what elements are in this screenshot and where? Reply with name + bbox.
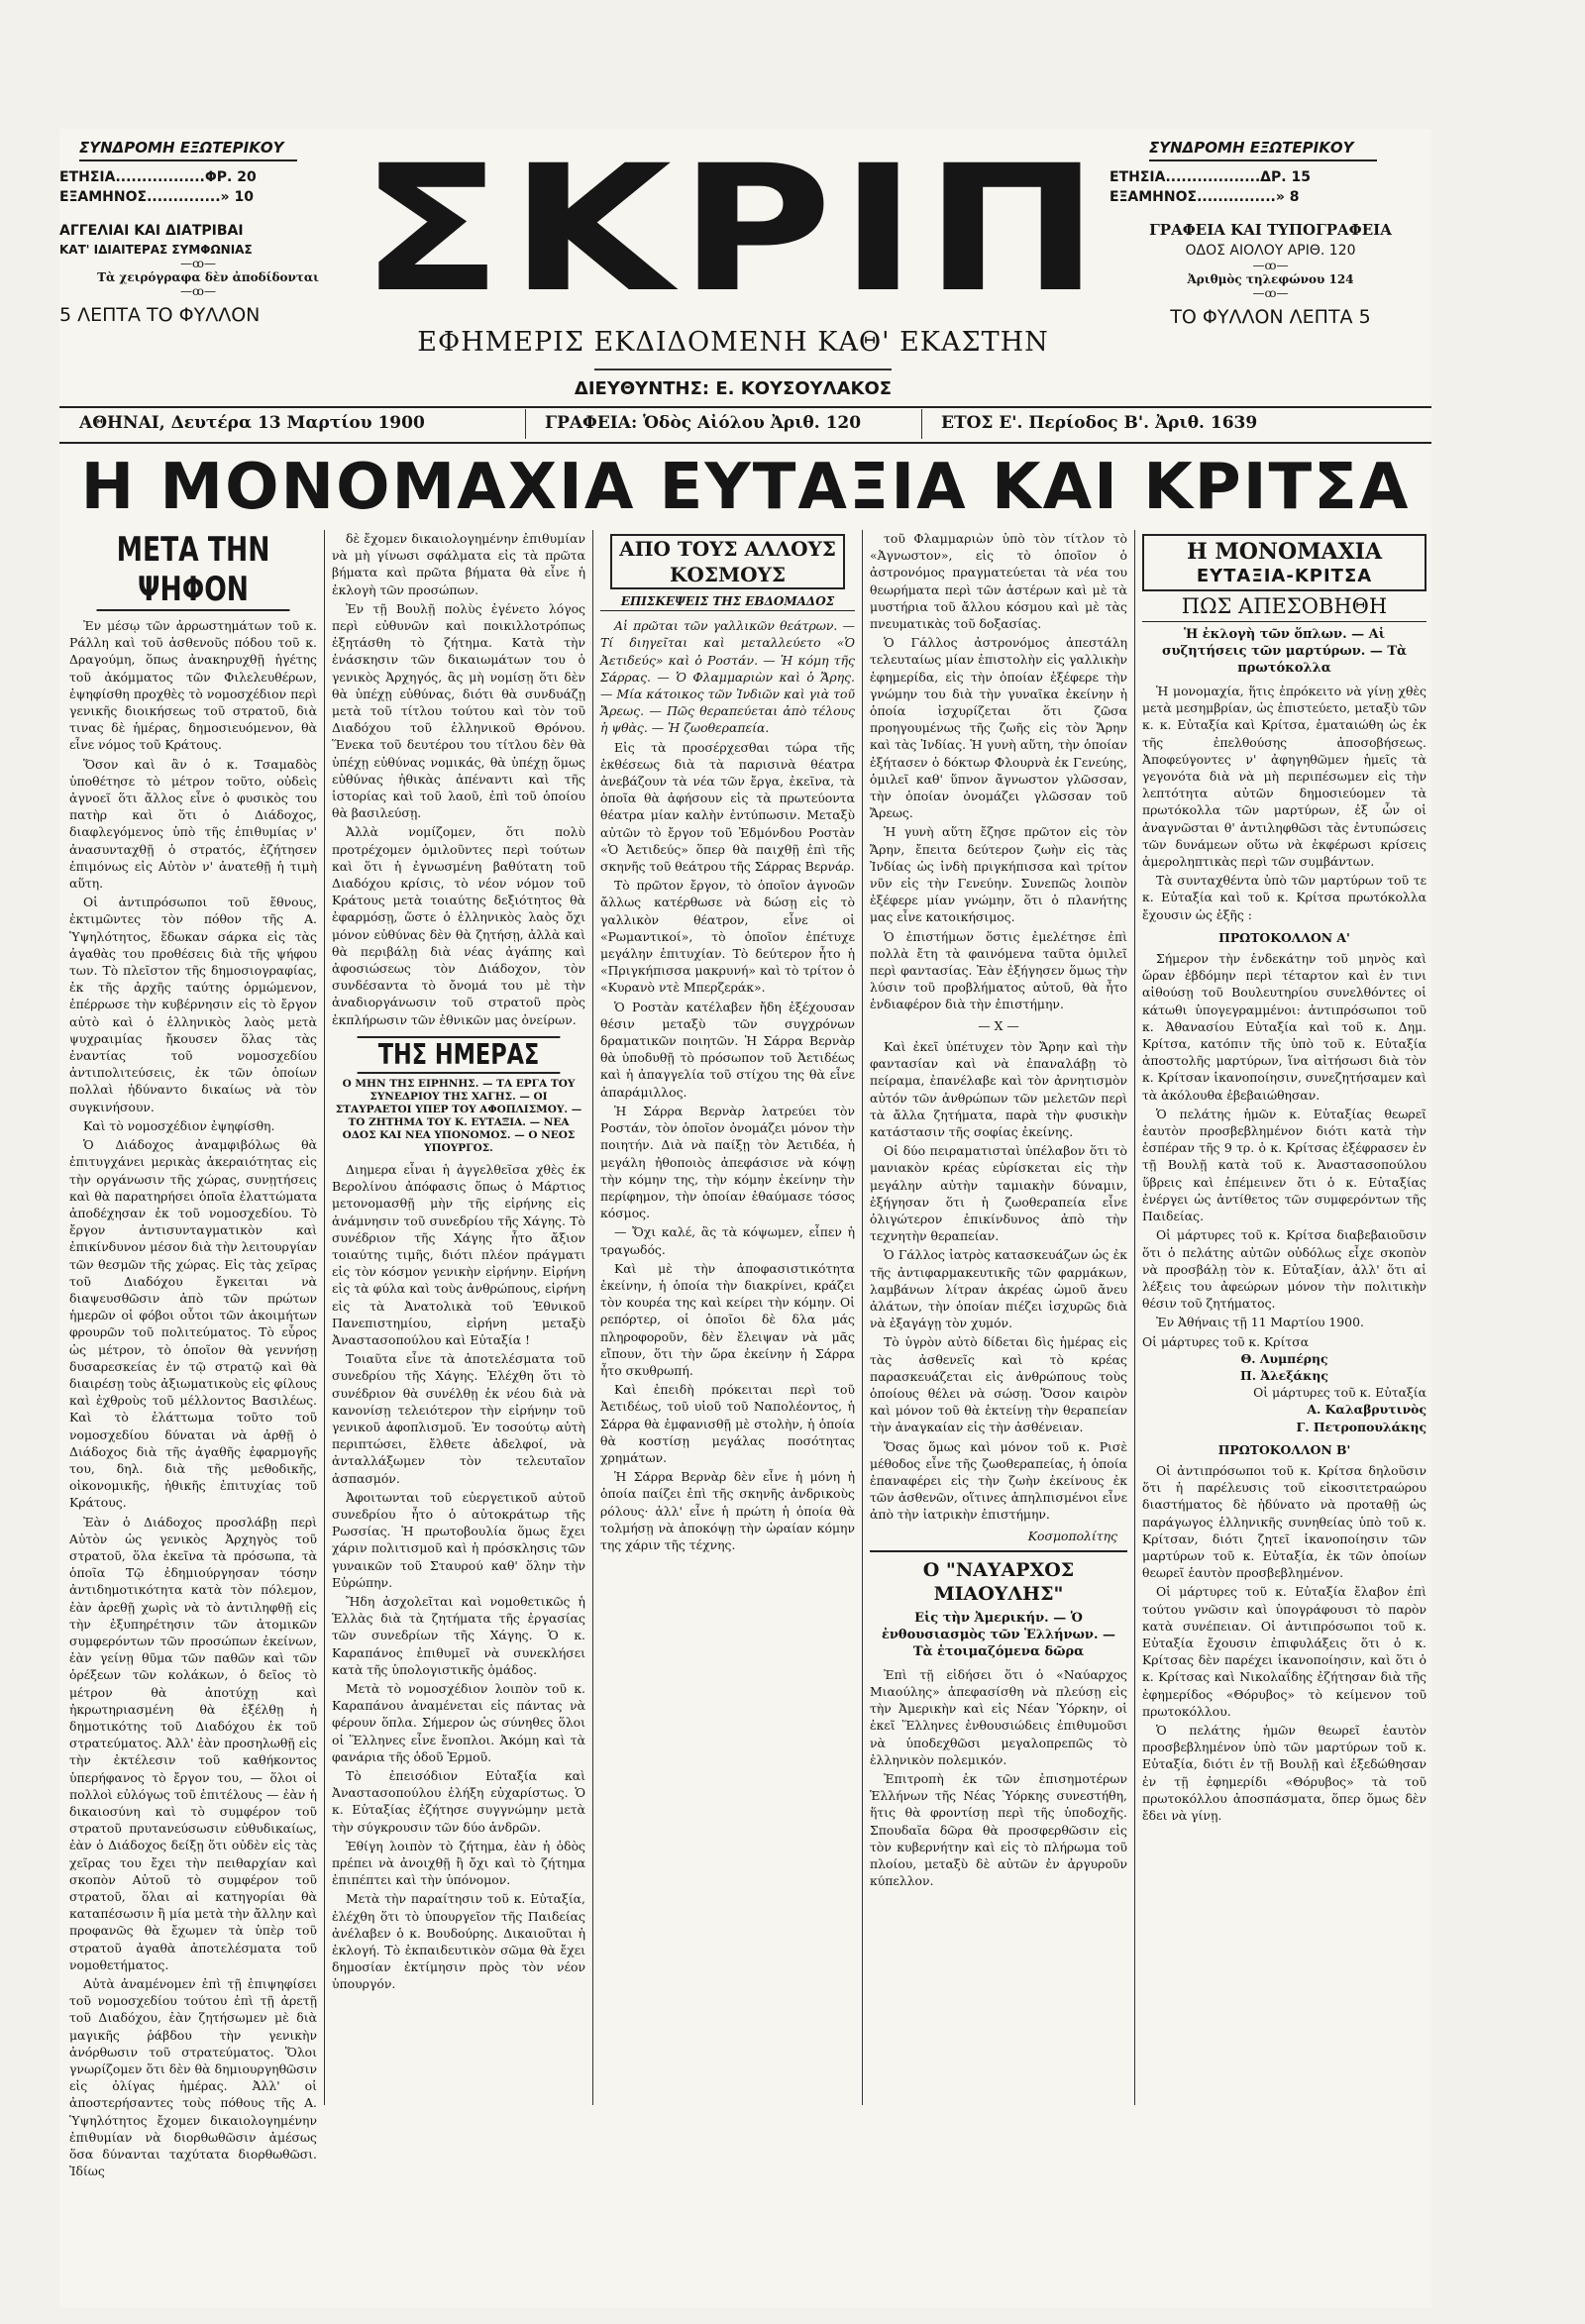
signer-name: Π. Ἀλεξάκης <box>1240 1367 1328 1383</box>
article-paragraph: Μετὰ τὴν παραίτησιν τοῦ κ. Εὐταξία, ἐλέχθη ὅτι τὸ ὑπουργεῖον τῆς Παιδείας ἀνέλαβεν ὁ κ. Βουδούρης. Δικαιοῦται ἡ ἐκλογή. Τὸ ἐκπαιδευτικὸν σῶμα θὰ ἔχει δημοσίαν ἐκτίμησιν πρὸς τὸν νέον ὑπουργόν. <box>332 1891 585 1992</box>
offices-street: ΟΔΟΣ ΑΙΟΛΟΥ ΑΡΙΘ. 120 <box>1185 243 1356 259</box>
article-paragraph: Ὅσον καὶ ἂν ὁ κ. Τσαμαδὸς ὑποθέτησε τὸ μέτρον τοῦτο, οὐδεὶς ἀγνοεῖ ὅτι ἄλλος εἶνε ὁ φυσικὸς του πατὴρ καὶ ὅτι ὁ Διάδοχος, διαφλεγόμενος ὑπὸ τῆς ἐπιθυμίας ν' ἀνασυνταχθῇ ὁ στρατός, ἐζήτησεν ἐπιμόνως εἰς Αὐτὸν ν' ἀνατεθῇ ἡ τιμὴ αὕτη. <box>69 756 317 892</box>
column-1 <box>69 530 317 2179</box>
column-3-heading: ΑΠΟ ΤΟΥΣ ΑΛΛΟΥΣ ΚΟΣΜΟΥΣ <box>619 537 836 586</box>
article-paragraph: Ἐν μέσῳ τῶν ἀρρωστημάτων τοῦ κ. Ράλλη καὶ τοῦ ἀσθενοῦς πόδου τοῦ κ. Δραγούμη, ὅπως ἀνακηρυχθῇ ἡγέτης τοῦ ἀκόμματος τῶν Φιλελευθέρων, ἐψηφίσθη προχθὲς τὸ νομοσχέδιον περὶ γενικῆς διοικήσεως τοῦ στρατοῦ, διὰ τινας δὲ ἡμέρας, δημοσιευόμενον, θὰ εἶνε νόμος τοῦ Κράτους. <box>69 618 317 753</box>
article-paragraph: Αἱ πρῶται τῶν γαλλικῶν θεάτρων. — Τί διηγεῖται καὶ μεταλλεύετο «Ὁ Ἀετιδεύς» καὶ ὁ Ροστάν. — Ἡ κόμη τῆς Σάρρας. — Ὁ Φλαμμαριὼν καὶ ὁ Ἄρης. — Μία κάτοικος τῶν Ἰνδιῶν καὶ γιὰ τοῦ Ἄρεως. — Πῶς θεραπεύεται ἀπὸ τέλους ἡ ψθὰς. — Ἡ ζωοθεραπεία. <box>600 618 855 736</box>
dateline-bar <box>59 409 1431 439</box>
article-paragraph: Ὅσας ὅμως καὶ μόνον τοῦ κ. Ρισὲ μέθοδος εἶνε τῆς ζωοθεραπείας, ἡ ὁποία ἐπαναφέρει εἰς τὴν ζωὴν ἐκείνους ἐκ τῶν ἀσθενῶν, οἵτινες ἀπηλπισμένοι εἶνε ἀπὸ τὴν ἰατρικὴν ἐπιστήμην. <box>870 1438 1127 1523</box>
article-paragraph: Εἰς τὰ προσέρχεσθαι τώρα τῆς ἐκθέσεως διὰ τὰ παρισινὰ θέατρα ἀνεβάζουν τὰ νέα τῶν ἔργα, ἐκεῖνα, τὰ ὁποῖα θὰ ἀφήσουν εἰς τὰ πρωτεύοντα θέατρα μίαν καλὴν ἐντύπωσιν. Μεταξὺ αὐτῶν τὸ ἔργον τοῦ Ἐδμόνδου Ροστὰν «Ὁ Ἀετιδεύς» ὅπερ θὰ παιχθῇ ἐπὶ τῆς σκηνῆς τοῦ θεάτρου τῆς Σάρρας Βερνάρ. <box>600 739 855 875</box>
article-paragraph: Τὰ συνταχθέντα ὑπὸ τῶν μαρτύρων τοῦ τε κ. Εὐταξία καὶ τοῦ κ. Κρίτσα πρωτόκολλα ἔχουσιν ὡς ἑξῆς : <box>1142 873 1426 922</box>
article-paragraph: Οἱ μάρτυρες τοῦ κ. Κρίτσα διαβεβαιοῦσιν ὅτι ὁ πελάτης αὐτῶν οὐδόλως εἶχε σκοπὸν νὰ προσβάλῃ τὸν κ. Εὐταξίαν, ἀλλ' ὅτι αἱ λέξεις του ἀφεώρων μόνον τὴν πολιτικὴν θέσιν τοῦ ζητήματος. <box>1142 1227 1426 1312</box>
column-5 <box>1142 530 1426 2105</box>
signers-label-2: Οἱ μάρτυρες τοῦ κ. Εὐταξία <box>1253 1385 1426 1401</box>
ads-terms: ΚΑΤ' ΙΔΙΑΙΤΕΡΑΣ ΣΥΜΦΩΝΙΑΣ <box>59 243 253 257</box>
dateline-top-rule <box>59 406 1431 408</box>
masthead-subtitle: ΕΦΗΜΕΡΙΣ ΕΚΔΙΔΟΜΕΝΗ ΚΑΘ' ΕΚΑΣΤΗΝ <box>417 327 1049 358</box>
signer-name: Α. Καλαβρυτινὸς <box>1307 1402 1426 1418</box>
dateline-date: ΑΘΗΝΑΙ, Δευτέρα 13 Μαρτίου 1900 <box>79 413 425 433</box>
ornament-right-1: —ꝏ— <box>1252 259 1289 272</box>
article-paragraph: Αὐτὰ ἀναμένομεν ἐπὶ τῇ ἐπιψηφίσει τοῦ νομοσχεδίου τούτου ἐπὶ τῇ ἀρετῇ τοῦ Διαδόχου, ἐὰν ζητήσωμεν μὲ διὰ μαγικῆς ῥάβδου τὴν γενικὴν ἀνόρθωσιν τοῦ στρατεύματος. Ὅλοι γνωρίζομεν ὅτι δὲν θὰ δημιουργηθῶσιν εἰς ὀλίγας ἡμέρας. Ἀλλ' οἱ ἀποστερήσαντες τοὺς πόθους τῆς Α. Ὑψηλότητος ἔχομεν δικαιολογημένην ἐπιθυμίαν νὰ διορθωθῶσιν ἀμέσως ὅσα δύνανται ταχύτατα διορθωθῶσι. Ἰδίως <box>69 1976 317 2179</box>
article-paragraph: Τὸ ὑγρὸν αὐτὸ δίδεται δὶς ἡμέρας εἰς τὰς ἀσθενεῖς καὶ τὸ κρέας παρασκευάζεται εἰς ἀνθρώπους τοὺς ὁποίους θέλει νὰ σώσῃ. Ὅσον καιρὸν καὶ μόνον τοῦ θὰ ἐκτείνῃ τὴν θεραπείαν τὴν ἀναγκαίαν εἰς τὴν ἀσθένειαν. <box>870 1334 1127 1435</box>
ads-label: ΑΓΓΕΛΙΑΙ ΚΑΙ ΔΙΑΤΡΙΒΑΙ <box>59 223 244 239</box>
signers-label-1: Οἱ μάρτυρες τοῦ κ. Κρίτσα <box>1142 1333 1310 1349</box>
article-paragraph: Ἐπὶ τῇ εἰδήσει ὅτι ὁ «Ναύαρχος Μιαούλης» ἀπεφασίσθη νὰ πλεύσῃ εἰς τὴν Ἀμερικὴν καὶ εἰς Νέαν Ὑόρκην, οἱ ἐκεῖ Ἕλληνες ἐνθουσιώδεις ἐπιθυμοῦσι νὰ ὑποδεχθῶσι μεγαλοπρεπῶς τὸ ἑλληνικὸν πολεμικόν. <box>870 1666 1127 1767</box>
protocol-1-title: ΠΡΩΤΟΚΟΛΛΟΝ Α' <box>1218 929 1350 945</box>
article-paragraph: Καὶ μὲ τὴν ἀποφασιστικότητα ἐκείνην, ἡ ὁποία τὴν διακρίνει, κράζει τὸν κουρέα της καὶ κείρει τὴν κόμην. Οἱ ρεπόρτερ, οἱ ὁποῖοι δὲ δλα μάς πληροφοροῦν, δὲν ἔλειψαν νὰ μᾶς εἴπουν, ὅτι τὴν ὥρα ἐκείνην ἡ Σάρρα ἦτο σκυθρωπή. <box>600 1260 855 1378</box>
subscription-semi-left: ΕΞΑΜΗΝΟΣ..............» 10 <box>59 189 254 205</box>
ornament-rule <box>594 369 892 370</box>
article-paragraph: Οἱ ἀντιπρόσωποι τοῦ κ. Κρίτσα δηλοῦσιν ὅτι ἡ παρέλευσις τοῦ εἰκοσιτετραώρου διαστήματος δὲ ἠδύνατο νὰ προταθῇ ὡς παράγωγος ἑλληνικῆς συνηθείας ὑπὸ τοῦ κ. Κρίτσαν, διότι ζητεῖ ἱκανοποίησιν τῶν μαρτύρων τοῦ κ. Εὐταξία, ἐκ τῶν ὁποίων θεωρεῖ ἑαυτὸν προσβεβλημένον. <box>1142 1462 1426 1581</box>
column-2-heading: ΤΗΣ ΗΜΕΡΑΣ <box>358 1036 561 1074</box>
article-signature: Κοσμοπολίτης <box>1027 1528 1117 1543</box>
article-paragraph: Ἡ γυνὴ αὕτη ἔζησε πρῶτον εἰς τὸν Ἄρην, ἔπειτα δεύτερον ζωὴν εἰς τὰς Ἰνδίας ὡς ἰνδὴ πριγκήπισσα καὶ τρίτον νῦν εἰς τὴν Γενεύην. Συνεπῶς λοιπὸν ἐξέφερε μίαν γνώμην, ὅτι ὁ πλανήτης μας εἶνε κατοικήσιμος. <box>870 824 1127 925</box>
article-paragraph: Οἱ ἀντιπρόσωποι τοῦ ἔθνους, ἐκτιμῶντες τὸν πόθον τῆς Α. Ὑψηλότητος, ἔδωκαν σάρκα εἰς τὰς ἀγαθὰς του προθέσεις διὰ τῆς ψήφου των. Τὸ πλεῖστον τῆς δημοσιογραφίας, ἐκ τῆς ἀρχῆς ταύτης ὁρμώμενον, ἐπέρρωσε τὴν κυβέρνησιν εἰς τὸ ἔργον αὐτὸ καὶ ὁ ἑλληνικὸς λαὸς μετὰ ψυχραιμίας ἤκουσεν ὅλας τὰς ἐναντίας τοῦ νομοσχεδίου ἀντιπολιτεύσεις, ἐκ τῶν ὁποίων πολλαὶ ἠδύναντο δικαίως νὰ τὸν συγκινήσουν. <box>69 895 317 1114</box>
masthead-title: ΣΚΡΙΠ <box>359 128 1108 331</box>
article-paragraph: Ἡ μονομαχία, ἥτις ἐπρόκειτο νὰ γίνῃ χθὲς μετὰ μεσημβρίαν, ὡς ἐπιστεύετο, μεταξὺ τῶν κ. κ. Εὐταξία καὶ Κρίτσα, ἐματαιώθη ὡς ἐκ τῆς ἐπελθούσης ἀποσοβήσεως. Ἀποφεύγοντες ν' ἀφηγηθῶμεν ἡμεῖς τὰ γεγονότα διὰ νὰ μὴ περιπέσωμεν εἰς τὴν λεπτότητα αὐτῶν δημοσιεύομεν τὰ πρωτόκολλα τῶν μαρτύρων, ἐξ ὧν οἱ ἀναγνῶσται θ' ἀντιληφθῶσι τὰς ἐντυπώσεις τῶν δυνάμεων οὕτω νὰ ἐκφέρωσι κρίσεις ἀμεροληπτικὰς περὶ τῶν συμβάντων. <box>1142 684 1426 870</box>
article-paragraph: Καὶ ἐκεῖ ὑπέτυχεν τὸν Ἄρην καὶ τὴν φαντασίαν καὶ νὰ ἐπαναλάβῃ τὸ πείραμα, ἐπανέλαβε καὶ τὸν ἀρνητισμὸν αὐτόν τῶν ἀνθρώπων τῶν μελετῶν περὶ τὰ ἄλλα ζητήματα, παρὰ τὴν φυσικὴν κατάστασιν τῆς σοφίας ἐκείνης. <box>870 1038 1127 1139</box>
article-paragraph: — Ὄχι καλέ, ἂς τὰ κόψωμεν, εἶπεν ἡ τραγωδός. <box>600 1224 855 1257</box>
article-paragraph: δὲ ἔχομεν δικαιολογημένην ἐπιθυμίαν νὰ μὴ γίνωσι σφάλματα εἰς τὰ πρῶτα βήματα καὶ πρῶτα βήματα θὰ εἶνε ἡ ἐκλογὴ τῶν προσώπων. <box>332 531 585 597</box>
article-paragraph: Ἐὰν ὁ Διάδοχος προσλάβῃ περὶ Αὐτὸν ὡς γενικὸς Ἀρχηγὸς τοῦ στρατοῦ, ὅλα ἐκεῖνα τὰ πρόσωπα, τὰ ὁποῖα Τῷ ἐδημιούργησαν τόσην ἀντιδημοτικότητα κατὰ τὸν πόλεμον, ἐὰν ἀρεθῇ χωρὶς νὰ τὸ ἀντιληφθῇ εἰς τὴν ἐξυπηρέτησιν τῶν ἀτομικῶν συμφερόντων τῶν προσώπων ἐκείνων, ἐὰν γείνῃ θῦμα τῶν παθῶν καὶ τῶν ὀρέξεων τῶν κολάκων, ὁ δεῖος τὸ μέτρον θὰ ἀποτύχῃ καὶ ἠκρωτηριασμένη θὰ ἐξέλθῃ ἡ δημοτικότης τοῦ Διαδόχου ἐκ τοῦ στρατεύματος. Ἀλλ' ἐὰν προσηλωθῇ εἰς τὴν ἐκτέλεσιν τοῦ καθήκοντος ὑπερήφανος τὸ ἔργον του, — ὅλοι οἱ πολλοὶ εὐλόγως τοῦ ἐπιτέλους — ἐὰν ἡ δικαιοσύνη καὶ τὸ συμφέρον τοῦ στρατοῦ πρυτανεύσωσιν εὐθυδικαίως, ἐὰν ὁ Διάδοχος δείξῃ ὅτι οὐδὲν εἰς τὰς χεῖρας του ἔχει τὴν πειθαρχίαν καὶ σκοπὸν Αὐτοῦ τὸ συμφέρον τοῦ στρατοῦ, ὅλαι αἱ κατηγορίαι θὰ καταπέσωσιν ἢ μία μετὰ τὴν ἄλλην καὶ προφανῶς θὰ ἔχωμεν τὰ ὑπὲρ τοῦ στρατοῦ ἀγαθὰ ἀποτελέσματα τοῦ νομοθετήματος. <box>69 1514 317 1972</box>
dateline-offices: ΓΡΑΦΕΙΑ: Ὁδὸς Αἰόλου Ἀριθ. 120 <box>545 413 862 433</box>
ornament-left-1: —ꝏ— <box>180 257 216 270</box>
column-2-summary: Ο ΜΗΝ ΤΗΣ ΕΙΡΗΝΗΣ. — ΤΑ ΕΡΓΑ ΤΟΥ ΣΥΝΕΔΡΙΟΥ ΤΗΣ ΧΑΓΗΣ. — ΟΙ ΣΤΑΥΡΑΕΤΟΙ ΥΠΕΡ ΤΟΥ ΑΦΟΠΛΙΣΜΟΥ. — ΤΟ ΖΗΤΗΜΑ ΤΟΥ Κ. ΕΥΤΑΞΙΑ. — ΝΕΑ ΟΔΟΣ ΚΑΙ ΝΕΑ ΥΠΟΝΟΜΟΣ. — Ο ΝΕΟΣ ΥΠΟΥΡΓΟΣ. <box>335 1077 582 1154</box>
dateline-divider-2 <box>921 409 922 439</box>
subscription-header-left: ΣΥΝΔΡΟΜΗ ΕΞΩΤΕΡΙΚΟΥ <box>79 139 297 161</box>
price-left: 5 ΛΕΠΤΑ ΤΟ ΦΥΛΛΟΝ <box>59 304 261 326</box>
column-5-heading-b: ΕΥΤΑΞΙΑ-ΚΡΙΤΣΑ <box>1196 566 1373 586</box>
column-4-subheading-2: Εἰς τὴν Ἀμερικήν. — Ὁ ἐνθουσιασμὸς τῶν Ἑλλήνων. — Τὰ ἑτοιμαζόμενα δῶρα <box>881 1610 1115 1659</box>
article-paragraph: Ὁ πελάτης ἡμῶν κ. Εὐταξίας θεωρεῖ ἑαυτὸν προσβεβλημένον διότι κατὰ τὴν ἑσπέραν τῆς 9 τρ. ὁ κ. Κρίτσας ἐξέφρασεν ἐν τῇ Βουλῇ κατὰ τοῦ κ. Ἀναστασοπούλου ὕβρεις καὶ ἐπέμεινεν ὅτι ὁ κ. Εὐταξίας ἐνέργει ὡς ἀντίθετος τῶν συμφερόντων τῆς Παιδείας. <box>1142 1106 1426 1224</box>
masthead-director: ΔΙΕΥΘΥΝΤΗΣ: Ε. ΚΟΥΣΟΥΛΑΚΟΣ <box>574 378 893 399</box>
ornament-left-2: —ꝏ— <box>180 284 216 298</box>
column-4 <box>870 530 1127 2105</box>
masthead-right-box <box>1110 139 1431 328</box>
article-paragraph: Οἱ μάρτυρες τοῦ κ. Εὐταξία ἔλαβον ἐπὶ τούτου γνῶσιν καὶ ὑπογράφουσι τὸ παρὸν κατὰ συνέπειαν. Οἱ ἀντιπρόσωποι τοῦ κ. Εὐταξία ἔχουσιν ἐπιφυλάξεις ὅτι ὁ κ. Κρίτσας δὲν παρέχει ἱκανοποίησιν, καὶ ὅτι ὁ κ. Κρίτσας καὶ Νικολαΐδης ἐζήτησαν διὰ τῆς ἐφημερίδος «Θόρυβος» τὸ κείμενον τοῦ πρωτοκόλλου. <box>1142 1584 1426 1719</box>
column-2 <box>332 530 585 2105</box>
price-right: ΤΟ ΦΥΛΛΟΝ ΛΕΠΤΑ 5 <box>1170 306 1371 328</box>
article-paragraph: Ὁ ἐπιστήμων ὅστις ἐμελέτησε ἐπὶ πολλὰ ἔτη τὰ φαινόμενα ταῦτα ὁμιλεῖ περὶ φαντασίας. Ἐὰν ἐξήγησεν ὅμως τὴν λύσιν τοῦ προβλήματος αὐτοῦ, θὰ ἦτο ἐνδιαφέρον διὰ τὴν ἐπιστήμην. <box>870 928 1127 1012</box>
article-paragraph: Ἐπιτροπὴ ἐκ τῶν ἐπισημοτέρων Ἑλλήνων τῆς Νέας Ὑόρκης συνεστήθη, ἥτις θὰ φροντίσῃ περὶ τῆς ὑποδοχῆς. Σπουδαῖα δῶρα θὰ προσφερθῶσιν εἰς τὸν κυβερνήτην καὶ εἰς τὸ πλήρωμα τοῦ πλοίου, μεταξὺ δὲ αὐτῶν ἐν ἀργυροῦν κύπελλον. <box>870 1771 1127 1889</box>
dateline-bottom-rule <box>59 442 1431 444</box>
subscription-semi-right: ΕΞΑΜΗΝΟΣ...............» 8 <box>1110 189 1300 205</box>
column-rule-2 <box>592 530 593 2105</box>
offices-label: ΓΡΑΦΕΙΑ ΚΑΙ ΤΥΠΟΓΡΑΦΕΙΑ <box>1149 221 1392 239</box>
ornament-right-2: —ꝏ— <box>1252 286 1289 300</box>
column-5-heading: Η ΜΟΝΟΜΑΧΙΑ <box>1186 539 1383 565</box>
article-paragraph: Ὁ Γάλλος ἰατρὸς κατασκευάζων ὡς ἐκ τῆς ἀντιφαρμακευτικῆς τῶν φαρμάκων, λαμβάνων λίτραν ἀκρέας ὠμοῦ ἄνευ ἀλάτων, τὴν ὁποίαν πιέζει ἰσχυρῶς διὰ νὰ ἐξαγάγῃ τὸν χυμόν. <box>870 1247 1127 1331</box>
section-separator: — X — <box>978 1017 1019 1033</box>
article-paragraph: τοῦ Φλαμμαριὼν ὑπὸ τὸν τίτλον τὸ «Ἀγνωστον», εἰς τὸ ὁποῖον ὁ ἀστρονόμος πραγματεύεται τὰ νέα του θεωρήματα περὶ τῶν ἀστέρων καὶ μὲ τὰ μυστήρια τοῦ ἄλλου κόσμου καὶ μὲ τὰς πνευματικὰς τοῦ δοξασίας. <box>870 531 1127 632</box>
subscription-annual-left: ΕΤΗΣΙΑ.................ΦΡ. 20 <box>59 169 257 185</box>
article-paragraph: Διημερα εἶναι ἡ ἀγγελθεῖσα χθὲς ἐκ Βερολίνου ἀπόφασις ὅπως ὁ Μάρτιος μετονομασθῇ μὴν τῆς εἰρήνης εἰς ἀνάμνησιν τοῦ συνεδρίου τῆς Χάγης. Τὸ συνέδριον τῆς Χάγης ἦτο ἄξιον τοιαύτης τιμῆς, διότι πλέον πράγματι εἰς τὸν κόσμον γενικὴν εἰρήνην. Εἰρήνη εἰς τὰ φύλα καὶ τοὺς ἀνθρώπους, εἰρήνη εἰς τὰ Ἀνατολικὰ τοῦ Ἑθνικοῦ Πανεπιστημίου, εἰρήνη μεταξὺ Ἀναστασοπούλου καὶ Εὐταξία ! <box>332 1161 585 1347</box>
article-paragraph: Καὶ τὸ νομοσχέδιον ἐψηφίσθη. <box>83 1117 275 1133</box>
column-rule-4 <box>1134 530 1135 2105</box>
column-5-heading-c: ΠΩΣ ΑΠΕΣΟΒΗΘΗ <box>1142 591 1426 622</box>
article-paragraph: Οἱ δύο πειραματισταὶ ὑπέλαβον ὅτι τὸ μανιακὸν κρέας εὑρίσκεται εἰς τὴν μεγάλην αὐτὴν ταμιακὴν δύναμιν, ἐξήγησαν ὅτι ἡ ζωοθεραπεία εἶνε ὀλιγώτερον ἐπικίνδυνος ἀπὸ τὴν τεχνητὴν θεραπείαν. <box>870 1143 1127 1244</box>
article-paragraph: Καὶ ἐπειδὴ πρόκειται περὶ τοῦ Ἀετιδέως, τοῦ υἱοῦ τοῦ Ναπολέοντος, ἡ Σάρρα θὰ ἐμφανισθῇ μὲ στολὴν, ἡ ὁποία θὰ κοστίσῃ μεγάλας ποσότητας χρημάτων. <box>600 1382 855 1465</box>
article-paragraph: Ὁ Γάλλος ἀστρονόμος ἀπεστάλη τελευταίως μίαν ἐπιστολὴν εἰς γαλλικὴν ἐφημερίδα, εἰς τὴν ὁποίαν ἐξέφερε τὴν γνώμην του διὰ τὴν γυναῖκα ἐκείνην ἡ ὁποία ἰσχυρίζεται ὅτι ζῶσα προηγουμένως τῆς ζωῆς εἰς τὸν Ἄρην καὶ τὰς Ἰνδίας. Ἡ γυνὴ αὕτη, τὴν ὁποίαν ἐξήτασεν ὁ δόκτωρ Φλουρνὰ ἐκ Γενεύης, ὁμιλεῖ καθ' ὕπνον ἄγνωστον γλῶσσαν, τὴν ὁποίαν ὀνομάζει γλῶσσαν τοῦ Ἄρεως. <box>870 635 1127 821</box>
column-rule-3 <box>862 530 863 2105</box>
article-paragraph: Ἐθίγη λοιπὸν τὸ ζήτημα, ἐὰν ἡ ὁδὸς πρέπει νὰ ἀνοιχθῇ ἢ ὄχι καὶ τὸ ζήτημα ἐπιπέπτει καὶ τὴν ὑπόνομον. <box>332 1838 585 1888</box>
dateline-divider-1 <box>525 409 526 439</box>
column-3-subheading: ΕΠΙΣΚΕΨΕΙΣ ΤΗΣ ΕΒΔΟΜΑΔΟΣ <box>600 593 855 611</box>
column-5-subheading: Ἡ ἐκλογὴ τῶν ὅπλων. — Αἱ συζητήσεις τῶν μαρτύρων. — Τὰ πρωτόκολλα <box>1161 627 1408 676</box>
protocol-2-title: ΠΡΩΤΟΚΟΛΛΟΝ Β' <box>1217 1441 1351 1457</box>
manuscripts-note: Τὰ χειρόγραφα δὲν ἀποδίδονται <box>97 270 319 284</box>
column-5-heading-box <box>1142 534 1426 591</box>
article-paragraph: Ἡ Σάρρα Βερνὰρ δὲν εἶνε ἡ μόνη ἡ ὁποία παίζει ἐπὶ τῆς σκηνῆς ἀνδρικοὺς ρόλους· ἀλλ' εἶνε ἡ πρώτη ἡ ὁποία θὰ τολμήσῃ νὰ ἀποκόψῃ τὴν ὡραίαν κόμην της χάριν τῆς τέχνης. <box>600 1469 855 1552</box>
article-paragraph: Τὸ πρῶτον ἔργον, τὸ ὁποῖον ἀγνοῶν ἄλλως κατέρθωσε νὰ δώσῃ εἰς τὸ γαλλικὸν θέατρον, εἶνε οἱ «Ρωμαντικοί», τὸ ὁποῖον ἐπέτυχε μεγάλην ἐπιτυχίαν. Τὸ δεύτερον ἦτο ἡ «Πριγκήπισσα μακρυνή» καὶ τὸ τρίτον ὁ «Κυρανὸ ντὲ Μπερζεράκ». <box>600 878 855 996</box>
signer-name: Γ. Πετροπουλάκης <box>1296 1419 1426 1434</box>
article-paragraph: Ἤδη ἀσχολεῖται καὶ νομοθετικῶς ἡ Ἑλλὰς διὰ τὰ ζητήματα τῆς ἐργασίας τῶν συνεδρίων τῆς Χάγης. Ὁ κ. Καραπάνος ἐπιθυμεῖ νὰ συνεκλήσει κατὰ τῆς ὑπολογιστικῆς ὁμάδος. <box>332 1593 585 1677</box>
signer-name: Θ. Λυμπέρης <box>1240 1350 1328 1366</box>
article-paragraph: Τοιαῦτα εἶνε τὰ ἀποτελέσματα τοῦ συνεδρίου τῆς Χάγης. Ἐλέχθη ὅτι τὸ συνέδριον θὰ συνέλθῃ ἐκ νέου διὰ νὰ κανονίσῃ τελειότερον τὴν εἰρήνην τοῦ γενικοῦ ἀφοπλισμοῦ. Ἐν τοσούτῳ αὐτὴ περιπτώσει, ἔλθετε ἀδελφοί, νὰ ἀνταλλάξωμεν τὸν τελευταῖον ἀσπασμόν. <box>332 1351 585 1486</box>
dateline-issue: ΕΤΟΣ Ε'. Περίοδος Β'. Ἀριθ. 1639 <box>941 413 1258 433</box>
article-paragraph: Ὁ Διάδοχος ἀναμφιβόλως θὰ ἐπιτυγχάνει μερικὰς ἀκεραιότητας εἰς τὴν οργάνωσιν τῆς χώρας, συνῃτήσεις καὶ θὰ παρατηρήσει ὁποῖα ἐλαττώματα ἀποδέχησαν ἐκ τοῦ νομοσχεδίου. Τὸ ἔργον ἀντισυνταγματικὸν καὶ ἐπικίνδυνον μέσον διὰ τὴν λειτουργίαν τῶν θεσμῶν τῆς χώρας. Εἰς τὰς χεῖρας τοῦ Διαδόχου ἔγκειται νὰ διαψευσθῶσιν ἀπὸ τῶν πρώτων ἡμερῶν οἱ φόβοι οὗτοι τῶν ἀκοιμήτων φρουρῶν τοῦ πολιτεύματος. Τὸ εὗρος ὡς μέτρον, τὸ ὁποῖον θὰ γεννήσῃ δυσαρεσκείας ἐν τῷ στρατῷ καὶ θὰ διαιρέσῃ τοὺς ἀξιωματικοὺς εἰς φίλους καὶ ἐχθροὺς τοῦ μέλλοντος Βασιλέως. Καὶ τὸ ἐλάττωμα τοῦτο τοῦ νομοσχεδίου δύναται νὰ ἀρθῇ ὁ Διάδοχος διὰ τῆς ἀγαθῆς ἐφαρμογῆς του, δηλ. διὰ τῆς μεθοδικῆς, οἰκονομικῆς, ἠθικῆς ἐπιτυχίας τοῦ Κράτους. <box>69 1137 317 1511</box>
subscription-header-right: ΣΥΝΔΡΟΜΗ ΕΞΩΤΕΡΙΚΟΥ <box>1149 139 1377 161</box>
phone-number: Ἀριθμὸς τηλεφώνου 124 <box>1187 272 1354 286</box>
article-paragraph: Ὁ πελάτης ἡμῶν θεωρεῖ ἑαυτὸν προσβεβλημένον ὑπὸ τῶν μαρτύρων τοῦ κ. Εὐταξία, διότι ἐν τῇ Βουλῇ καὶ ἐξεδώθησαν ἐν τῇ ἐφημερίδι «Θόρυβος» τὰ τοῦ πρωτοκόλλου ἀποσπάσματα, ὅπερ ὅμως δὲν ἔδει νὰ γίνῃ. <box>1142 1722 1426 1823</box>
article-paragraph: Ἐν Ἀθήναις τῇ 11 Μαρτίου 1900. <box>1156 1315 1364 1330</box>
article-paragraph: Ἐν τῇ Βουλῇ πολὺς ἐγένετο λόγος περὶ εὐθυνῶν καὶ ποικιλλοτρόπως ἐξητάσθη τὸ ζήτημα. Κατὰ τὴν ἐνάσκησιν τῶν δικαιωμάτων του ὁ γενικὸς Ἀρχηγός, ἂς μὴ νομίσῃ ὅτι δὲν θὰ ὑπέχῃ εὐθύνας, διότι θὰ συνδυάζῃ μετὰ τοῦ τίτλου τούτου καὶ τὸν τοῦ Διαδόχου τοῦ ἑλληνικοῦ Θρόνου. Ἕνεκα τοῦ δευτέρου του τίτλου δὲν θὰ ὑπέχῃ εὐθύνας νομικάς, θὰ ὑπέχῃ ὅμως εὐθύνας ἠθικὰς ἀπέναντι καὶ τῆς ἱστορίας καὶ τοῦ λαοῦ, ἐπὶ τοῦ ὁποίου θὰ βασιλεύσῃ. <box>332 600 585 821</box>
column-1-heading: ΜΕΤΑ ΤΗΝ ΨΗΦΟΝ <box>97 530 290 611</box>
article-paragraph: Ὁ Ροστὰν κατέλαβεν ἤδη ἐξέχουσαν θέσιν μεταξὺ τῶν συγχρόνων δραματικῶν ποιητῶν. Ἡ Σάρρα Βερνὰρ θὰ ὑποδυθῇ τὸ πρόσωπον τοῦ Ἀετιδέως καὶ ἡ ἀπαγγελία τοῦ στίχου της θὰ εἶνε ἀπαράμιλλος. <box>600 999 855 1100</box>
article-paragraph: Τὸ ἐπεισόδιον Εὐταξία καὶ Ἀναστασοπούλου ἐλήξη εὐχαρίστως. Ὁ κ. Εὐταξίας ἐζήτησε συγγνώμην μετὰ τὴν σύγκρουσιν τῶν δύο ἀνδρῶν. <box>332 1768 585 1835</box>
main-headline: Η ΜΟΝΟΜΑΧΙΑ ΕΥΤΑΞΙΑ ΚΑΙ ΚΡΙΤΣΑ <box>80 451 1411 524</box>
subscription-annual-right: ΕΤΗΣΙΑ..................ΔΡ. 15 <box>1110 169 1311 185</box>
article-paragraph: Μετὰ τὸ νομοσχέδιον λοιπὸν τοῦ κ. Καραπάνου ἀναμένεται εἰς πάντας νὰ φέρουν ὅπλα. Σήμερον ὡς σύνηθες ὅλοι οἱ Ἕλληνες εἶνε ἔνοπλοι. Ἀκόμη καὶ τὰ φανάρια τῆς ὁδοῦ Ἑρμοῦ. <box>332 1680 585 1764</box>
article-paragraph: Σήμερον τὴν ἑνδεκάτην τοῦ μηνὸς καὶ ὥραν ἑβδόμην περὶ τέταρτον καὶ ἐν τινι αἰθούσῃ τοῦ Βουλευτηρίου συνελθόντες οἱ κάτωθι ὑπογεγραμμένοι: ἀντιπρόσωποι τοῦ κ. Ἀθανασίου Εὐταξία καὶ τοῦ κ. Δημ. Κρίτσα, κατόπιν τῆς ὑπὸ τοῦ κ. Εὐταξία ἀποστολῆς μαρτύρων, ἵνα αἰτήσωσι διὰ τὸν κ. Κρίτσαν ἱκανοποίησιν, συνεζητήσαμεν καὶ τὰ ἀκόλουθα ἐβεβαιώθησαν. <box>1142 951 1426 1103</box>
column-rule-1 <box>324 530 325 2105</box>
article-paragraph: Ἀλλὰ νομίζομεν, ὅτι πολὺ προτρέχομεν ὁμιλοῦντες περὶ τούτων καὶ ὅτι ἡ ἐγνωσμένη βαθύτατη τοῦ Διαδόχου κρίσις, τὸ νέον νόμον τοῦ Κράτους μετὰ τοιαύτης δεξιότητος θὰ ἐφαρμόσῃ, ὥστε ὁ ἑλληνικὸς λαὸς ὄχι μόνον εὐθύνας δὲν θὰ ζητήσῃ, ἀλλὰ καὶ θὰ περιβάλῃ διὰ νέας ἀγάπης καὶ ἀφοσιώσεως τὸν Διάδοχον, τὸν συνδέσαντα τὸ ὄνομά του μὲ τὴν ἀναδιοργάνωσιν τοῦ στρατοῦ πρὸς ἐκπλήρωσιν τῶν ἐθνικῶν μας ὀνείρων. <box>332 824 585 1027</box>
column-4-heading-2: Ο "ΝΑΥΑΡΧΟΣ ΜΙΑΟΥΛΗΣ" <box>870 1550 1127 1606</box>
column-3 <box>600 530 855 2105</box>
article-paragraph: Ἡ Σάρρα Βερνὰρ λατρεύει τὸν Ροστάν, τὸν ὁποῖον ὀνομάζει μόνον τὴν ποιητήν. Διὰ νὰ παίξῃ τὸν Ἀετιδέα, ἡ μεγάλη ἠθοποιὸς ἀπεφάσισε νὰ κόψῃ τὴν κόμην της, τὴν κόμην ἐκείνην τὴν περίφημον, τὴν ὁποίαν ἐθαύμασε τόσος κόσμος. <box>600 1103 855 1221</box>
column-3-heading-box <box>610 534 845 589</box>
article-paragraph: Ἀφοιτωνται τοῦ εὐεργετικοῦ αὐτοῦ συνεδρίου ἦτο ὁ αὐτοκράτωρ τῆς Ρωσσίας. Ἡ πρωτοβουλία ὅμως ἔχει χάριν πολιτισμοῦ καὶ ἡ πρόσκλησις τῶν γυναικῶν τοῦ Σταυρού καθ' ὅλην τὴν Εὐρώπην. <box>332 1489 585 1590</box>
